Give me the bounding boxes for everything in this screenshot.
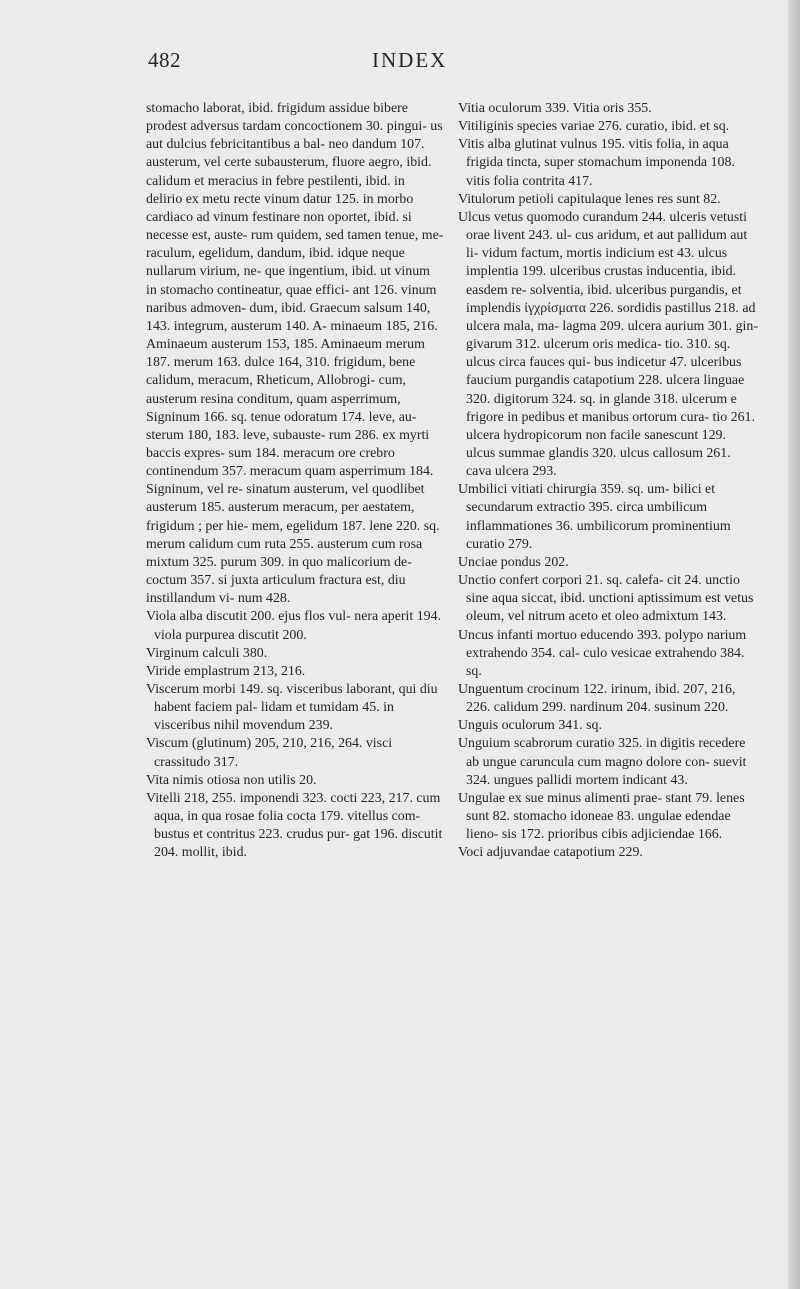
index-entry: Umbilici vitiati chirurgia 359. sq. um- bilici et secundarum extractio 395. circa umbilicum inflammationes 36. umbilicorum prominentium curatio 279. (458, 482, 731, 552)
index-entry: Vitiliginis species variae 276. curatio, ibid. et sq. (458, 119, 730, 135)
running-head: INDEX (372, 48, 448, 72)
index-entry: Uncus infanti mortuo educendo 393. polypo narium extrahendo 354. cal- culo vesicae extrahendo 384. sq. (458, 627, 747, 679)
index-column-right (458, 100, 758, 863)
index-entry: Vitis alba glutinat vulnus 195. vitis folia, in aqua frigida tincta, super stomachum imponenda 108. vitis folia contrita 417. (458, 137, 735, 189)
index-column-left (146, 100, 444, 863)
index-entry: Viola alba discutit 200. ejus flos vul- nera aperit 194. viola purpurea discutit 200. (146, 609, 442, 643)
index-entry: Unguium scabrorum curatio 325. in digitis recedere ab ungue caruncula cum magno dolore con- suevit 324. ungues pallidi mortem indicant 43. (458, 736, 747, 788)
page-header (0, 48, 800, 78)
index-entry: Virginum calculi 380. (146, 645, 268, 661)
index-entry: Vitelli 218, 255. imponendi 323. cocti 223, 217. cum aqua, in qua rosae folia cocta 179. vitellus com- bustus et contritus 223. crudus pur- gat 196. discutit 204. mollit, ibid. (146, 790, 443, 861)
index-entry: Voci adjuvandae catapotium 229. (458, 845, 643, 861)
index-entry: Vita nimis otiosa non utilis 20. (146, 772, 317, 788)
index-entry: Unciae pondus 202. (458, 554, 569, 570)
index-entry: Viscerum morbi 149. sq. visceribus laborant, qui diu habent faciem pal- lidam et tumidam 45. in visceribus nihil movendum 239. (146, 682, 438, 734)
index-entry: Ungulae ex sue minus alimenti prae- stant 79. lenes sunt 82. stomacho idoneae 83. ungulae edendae lieno- sis 172. prioribus cibis adjiciendae 166. (458, 790, 745, 843)
index-entry: Ulcus vetus quomodo curandum 244. ulceris vetusti orae livent 243. ul- cus aridum, et aut pallidum aut li- vidum factum, mortis indicium est 43. ulcus implentia 199. ulceribus crustas inducentia, ibid. easdem re- solventia, ibid. ulceribus purgandis, et implendis ἰγχρίσματα 226. sordidis pastillus 218. ad ulcera mala, ma- lagma 209. ulcera aurium 301. gin- givarum 312. ulcerum oris medica- tio. 310. sq. ulcus circa fauces qui- bus indicetur 47. ulceribus faucium purgandis catapotium 228. ulcera linguae 320. digitorum 324. sq. in glande 318. ulcerum e frigore in pedibus et manibus ortorum cura- tio 261. ulcera hydropicorum non facile sanescunt 129. ulcus summae glandis 320. ulcus callosum 261. cava ulcera 293. (458, 209, 758, 480)
page-number: 482 (148, 48, 181, 72)
index-entry: Vitulorum petioli capitulaque lenes res sunt 82. (458, 191, 721, 207)
index-entry: Vitia oculorum 339. Vitia oris 355. (458, 101, 652, 116)
index-entry: Unctio confert corpori 21. sq. calefa- cit 24. unctio sine aqua siccat, ibid. unctioni aptissimum est vetus oleum, vel nitrum aceto et oleo admixtum 143. (458, 573, 754, 625)
page-edge-shadow (788, 0, 800, 1289)
index-entry: Unguentum crocinum 122. irinum, ibid. 207, 216, 226. calidum 299. nardinum 204. susinum 220. (458, 682, 736, 716)
index-entry: Viscum (glutinum) 205, 210, 216, 264. visci crassitudo 317. (146, 736, 393, 770)
index-entry: Unguis oculorum 341. sq. (458, 718, 602, 734)
index-entry: stomacho laborat, ibid. frigidum assidue bibere prodest adversus tardam concoctionem 30. pingui- us aut dulcius febricitantibus a bal- neo dandum 107. austerum, vel certe subausterum, fluore aegro, ibid. calidum et meracius in febre pestilenti, ibid. in delirio ex metu recte vinum datur 125. in morbo cardiaco ad vinum festinare non oportet, ibid. si necesse est, auste- rum quidem, sed tamen tenue, me- raculum, egelidum, dandum, ibid. idque neque nullarum virium, ne- que ingentium, ibid. ut vinum in stomacho contineatur, quae effici- ant 126. vinum naribus admoven- dum, ibid. Graecum salsum 140, 143. integrum, austerum 140. A- minaeum 185, 216. Aminaeum austerum 153, 185. Aminaeum merum 187. merum 163. dulce 164, 310. frigidum, bene calidum, meracum, Rheticum, Allobrogi- cum, austerum resina conditum, quam asperrimum, Signinum 166. sq. tenue odoratum 174. leve, au- sterum 180, 183. leve, subauste- rum 286. ex myrti baccis expres- sum 184. meracum ore crebro continendum 357. meracum quam asperrimum 184. Signinum, vel re- sinatum austerum, vel quodlibet austerum 185. austerum meracum, per aestatem, frigidum ; per hie- mem, egelidum 187. lene 220. sq. merum calidum cum ruta 255. austerum cum rosa mixtum 325. purum 309. in quo malicorium de- coctum 357. si juxta articulum fractura est, diu instillandum vi- num 428. (146, 101, 444, 607)
index-entry: Viride emplastrum 213, 216. (146, 663, 306, 679)
